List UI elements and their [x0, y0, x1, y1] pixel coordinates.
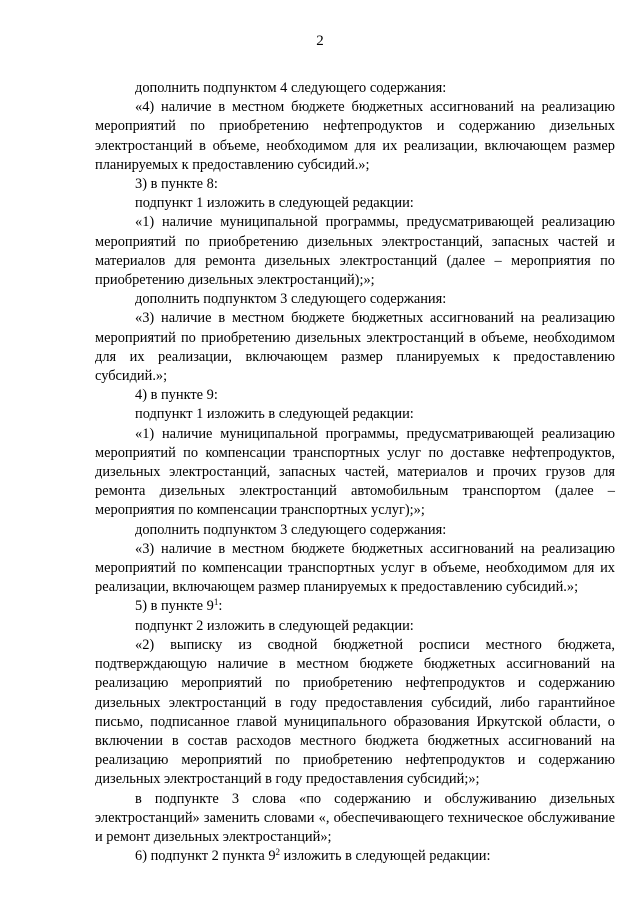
paragraph [95, 597, 615, 616]
paragraph: «1) наличие муниципальной программы, предусматривающей реализацию мероприятий по компенсации транспортных услуг по доставке нефтепродуктов, дизельных электростанций, запасных частей, материалов и прочих грузов для ремонта дизельных электростанций автомобильным транспортом (далее – мероприятия по компенсации транспортных услуг);»; [95, 425, 615, 519]
paragraph: подпункт 1 изложить в следующей редакции: [135, 406, 414, 423]
superscript: 2 [275, 847, 281, 858]
paragraph: «3) наличие в местном бюджете бюджетных ассигнований на реализацию мероприятий по компенсации транспортных услуг в объеме, необходимом для их реализации, включающем размер планируемых к предоставлению субсидий.»; [95, 540, 615, 596]
paragraph-text: изложить в следующей редакции: [280, 848, 491, 865]
document-body [95, 79, 615, 866]
paragraph [95, 847, 615, 866]
superscript: 1 [213, 597, 219, 608]
paragraph: подпункт 1 изложить в следующей редакции: [135, 195, 414, 212]
paragraph: 4) в пункте 9: [135, 387, 218, 404]
paragraph: дополнить подпунктом 3 следующего содержания: [135, 521, 447, 538]
paragraph: дополнить подпунктом 4 следующего содержания: [135, 80, 447, 96]
page-number: 2 [316, 33, 324, 49]
paragraph: «4) наличие в местном бюджете бюджетных ассигнований на реализацию мероприятий по приобретению нефтепродуктов и содержанию дизельных электростанций в объеме, необходимом для их реализации, включающем размер планируемых к предоставлению субсидий.»; [95, 99, 615, 173]
paragraph-text: 6) подпункт 2 пункта 9 [135, 848, 276, 865]
paragraph-text: 5) в пункте 9 [135, 598, 214, 615]
paragraph: «1) наличие муниципальной программы, предусматривающей реализацию мероприятий по приобретению дизельных электростанций, запасных частей и материалов для ремонта дизельных электростанций (далее – мероприятия по приобретению дизельных электростанций);»; [95, 214, 615, 289]
paragraph: подпункт 2 изложить в следующей редакции: [135, 617, 414, 634]
paragraph-text: : [218, 598, 223, 615]
paragraph: в подпункте 3 слова «по содержанию и обслуживанию дизельных электростанций» заменить словами «, обеспечивающего техническое обслуживание и ремонт дизельных электростанций»; [95, 790, 615, 845]
paragraph: «2) выписку из сводной бюджетной росписи местного бюджета, подтверждающую наличие в местном бюджете бюджетных ассигнований на реализацию мероприятий по приобретению нефтепродуктов и содержанию дизельных электростанций в году предоставления субсидий, либо гарантийное письмо, подписанное главой муниципального образования Иркутской области, о включении в состав расходов местного бюджета бюджетных ассигнований на реализацию мероприятий по приобретению нефтепродуктов и содержанию дизельных электростанций в году предоставления субсидий;»; [95, 636, 615, 788]
paragraph: дополнить подпунктом 3 следующего содержания: [135, 291, 447, 308]
paragraph: «3) наличие в местном бюджете бюджетных ассигнований на реализацию мероприятий по приобретению дизельных электростанций в объеме, необходимом для их реализации, включающем размер планируемых к предоставлению субсидий.»; [95, 310, 615, 385]
paragraph: 3) в пункте 8: [135, 176, 218, 193]
